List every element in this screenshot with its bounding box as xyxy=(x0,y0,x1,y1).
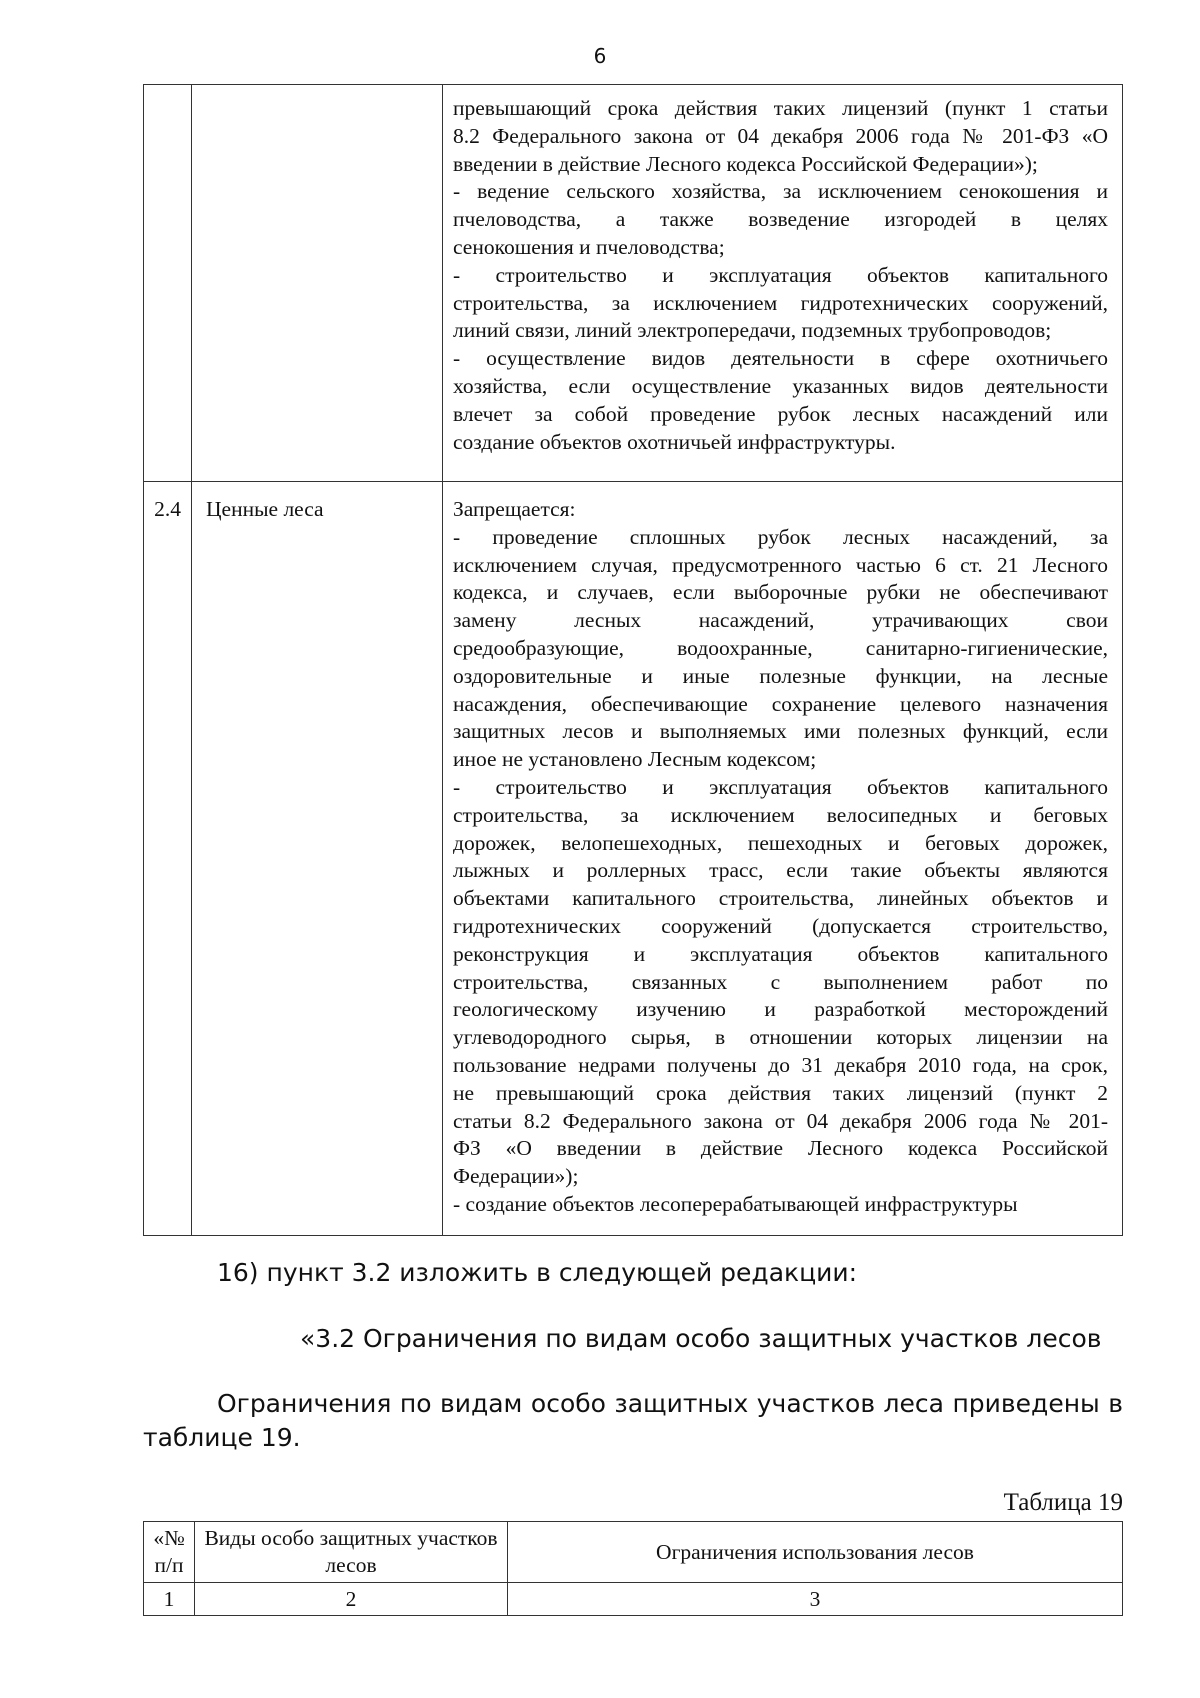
restriction-lines xyxy=(453,95,1108,456)
row-number-cell: 2.4 xyxy=(144,482,192,1236)
column-number: 3 xyxy=(508,1583,1123,1616)
section-heading: «3.2 Ограничения по видам особо защитных участков лесов xyxy=(300,1324,1102,1353)
restriction-line: строительства, за исключением гидротехнических сооружений, xyxy=(453,290,1108,315)
restriction-line: реконструкция и эксплуатация объектов капитального xyxy=(453,941,1108,966)
restriction-line: пчеловодства, а также возведение изгородей в целях xyxy=(453,207,1108,232)
restriction-line: создание объектов охотничьей инфраструктуры. xyxy=(453,429,896,454)
restriction-line: влечет за собой проведение рубок лесных насаждений или xyxy=(453,401,1108,426)
table-header-row xyxy=(144,1522,1123,1583)
row-number-cell xyxy=(144,85,192,482)
restriction-line: пользование недрами получены до 31 декабря 2010 года, на срок, xyxy=(453,1052,1108,1077)
restriction-line: строительства, связанных с выполнением работ по xyxy=(453,969,1108,994)
table-caption: Таблица 19 xyxy=(1003,1489,1123,1516)
table-row xyxy=(144,85,1123,482)
restriction-line: Запрещается: xyxy=(453,497,576,521)
restriction-line: дорожек, велопешеходных, пешеходных и беговых дорожек, xyxy=(453,830,1108,855)
paragraph-line: Ограничения по видам особо защитных участков леса приведены в xyxy=(217,1389,1123,1418)
restriction-line: насаждения, обеспечивающие сохранение целевого назначения xyxy=(453,691,1108,716)
amendment-point-16: 16) пункт 3.2 изложить в следующей редакции: xyxy=(217,1258,858,1287)
table-row xyxy=(144,482,1123,1236)
restrictions-table-continued xyxy=(143,84,1123,1236)
restriction-line: линий связи, линий электропередачи, подземных трубопроводов; xyxy=(453,318,1052,343)
restriction-line: - создание объектов лесоперерабатывающей инфраструктуры xyxy=(453,1191,1018,1216)
header-restrictions: Ограничения использования лесов xyxy=(508,1522,1123,1583)
restriction-line: - осуществление видов деятельности в сфере охотничьего xyxy=(453,346,1108,371)
paragraph xyxy=(143,1387,1123,1455)
header-number: «№ п/п xyxy=(144,1522,195,1583)
restriction-line: геологическому изучению и разработкой месторождений xyxy=(453,997,1108,1022)
restriction-line: иное не установлено Лесным кодексом; xyxy=(453,747,817,772)
restriction-line: оздоровительные и иные полезные функции, на лесные xyxy=(453,663,1108,688)
restriction-line: - строительство и эксплуатация объектов капитального xyxy=(453,262,1108,287)
table-row xyxy=(144,1583,1123,1616)
forest-type-cell xyxy=(192,85,443,482)
restrictions-cell xyxy=(443,482,1123,1236)
header-zone-types: Виды особо защитных участков лесов xyxy=(195,1522,508,1583)
restriction-line: средообразующие, водоохранные, санитарно-гигиенические, xyxy=(453,635,1108,660)
restriction-line: защитных лесов и выполняемых ими полезных функций, если xyxy=(453,719,1108,744)
restriction-line: гидротехнических сооружений (допускается строительство, xyxy=(453,913,1108,938)
restriction-lines xyxy=(453,496,1108,1219)
restriction-line: статьи 8.2 Федерального закона от 04 декабря 2006 года № 201- xyxy=(453,1108,1108,1133)
column-number: 2 xyxy=(195,1583,508,1616)
column-number: 1 xyxy=(144,1583,195,1616)
restriction-line: кодекса, и случаев, если выборочные рубки не обеспечивают xyxy=(453,580,1108,605)
restriction-line: - проведение сплошных рубок лесных насаждений, за xyxy=(453,524,1108,549)
restriction-line: 8.2 Федерального закона от 04 декабря 2006 года № 201-ФЗ «О xyxy=(453,123,1108,148)
page-number: 6 xyxy=(593,44,607,68)
restriction-line: хозяйства, если осуществление указанных видов деятельности xyxy=(453,373,1108,398)
restriction-line: объектами капитального строительства, линейных объектов и xyxy=(453,886,1108,911)
restriction-line: сенокошения и пчеловодства; xyxy=(453,234,725,259)
restriction-line: - строительство и эксплуатация объектов капитального xyxy=(453,774,1108,799)
restriction-line: превышающий срока действия таких лицензий (пункт 1 статьи xyxy=(453,96,1108,120)
forest-type-cell: Ценные леса xyxy=(192,482,443,1236)
restriction-line: строительства, за исключением велосипедных и беговых xyxy=(453,802,1108,827)
restriction-line: углеводородного сырья, в отношении которых лицензии на xyxy=(453,1025,1108,1050)
restriction-line: Федерации»); xyxy=(453,1164,579,1189)
restriction-line: не превышающий срока действия таких лицензий (пункт 2 xyxy=(453,1080,1108,1105)
restriction-line: - ведение сельского хозяйства, за исключением сенокошения и xyxy=(453,179,1108,204)
table-19 xyxy=(143,1521,1123,1616)
restriction-line: лыжных и роллерных трасс, если такие объекты являются xyxy=(453,858,1108,883)
restriction-line: исключением случая, предусмотренного частью 6 ст. 21 Лесного xyxy=(453,552,1108,577)
restriction-line: ФЗ «О введении в действие Лесного кодекса Российской xyxy=(453,1136,1108,1161)
paragraph-line: таблице 19. xyxy=(143,1423,301,1452)
restriction-line: замену лесных насаждений, утрачивающих свои xyxy=(453,608,1108,633)
restrictions-cell xyxy=(443,85,1123,482)
restriction-line: введении в действие Лесного кодекса Российской Федерации»); xyxy=(453,151,1038,176)
